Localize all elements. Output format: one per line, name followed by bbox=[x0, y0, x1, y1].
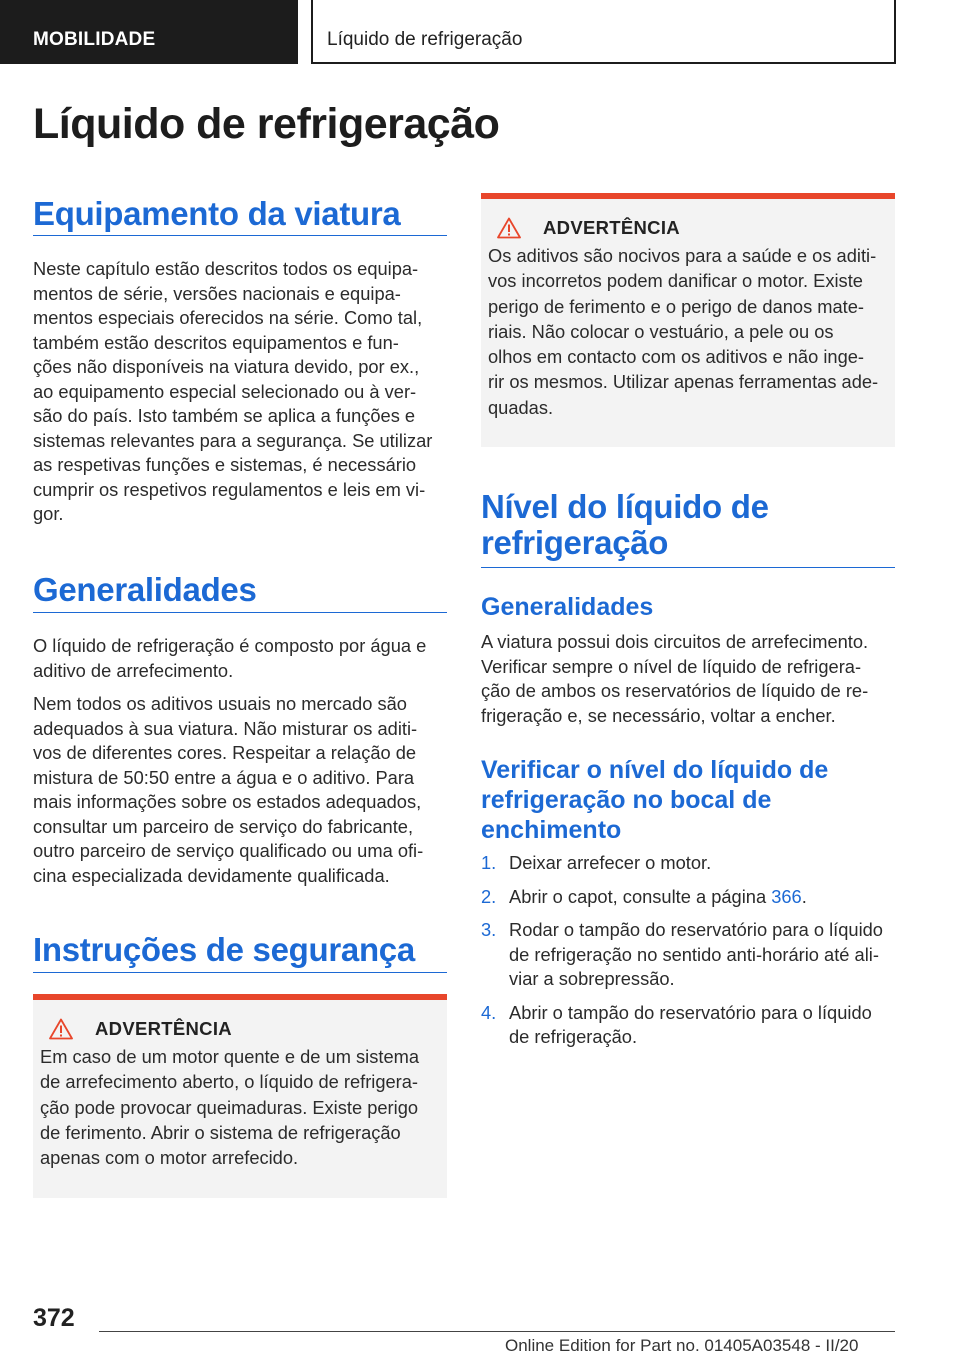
text-line: apenas com o motor arrefecido. bbox=[40, 1147, 299, 1169]
text-line: também estão descritos equipamentos e fun- bbox=[33, 331, 399, 353]
step-text: Deixar arrefecer o motor. bbox=[509, 852, 712, 873]
text-line: ção de ambos os reservatórios de líquido de re- bbox=[481, 680, 869, 701]
text-line: outro parceiro de serviço qualificado ou uma ofi- bbox=[33, 840, 424, 861]
step-text-part: Abrir o capot, consulte a página bbox=[509, 885, 772, 907]
text-line: O líquido de refrigeração é composto por água e bbox=[33, 635, 427, 656]
text-line: mais informações sobre os estados adequados, bbox=[33, 791, 422, 812]
text-line: ao equipamento especial selecionado ou à ver- bbox=[33, 380, 417, 402]
text-line: mentos de série, versões nacionais e equipa- bbox=[33, 282, 401, 304]
text-line: A viatura possui dois circuitos de arrefecimento. bbox=[481, 631, 869, 652]
header-chapter-tab bbox=[311, 0, 896, 64]
step-text bbox=[509, 885, 895, 910]
paragraph-generalidades-2 bbox=[33, 692, 447, 888]
text-line: quadas. bbox=[488, 396, 554, 418]
text-line: Verificar sempre o nível de líquido de refrigera- bbox=[481, 655, 862, 677]
page-link[interactable]: 366 bbox=[771, 885, 802, 907]
footer-edition: Online Edition for Part no. 01405A03548 - II/20 bbox=[505, 1336, 859, 1355]
step-text-part: . bbox=[801, 885, 807, 907]
warning-text bbox=[488, 243, 887, 420]
text-line: as respetivas funções e sistemas, é necessário bbox=[33, 454, 417, 475]
footer-divider bbox=[99, 1331, 895, 1332]
text-line: Nem todos os aditivos usuais no mercado são bbox=[33, 693, 407, 714]
heading-line: Verificar o nível do líquido de bbox=[481, 756, 829, 784]
text-line: adequados à sua viatura. Não misturar os aditi- bbox=[33, 717, 418, 739]
text-line: rir os mesmos. Utilizar apenas ferramentas ade- bbox=[488, 371, 879, 393]
heading-line: refrigeração bbox=[481, 524, 669, 561]
text-line: riais. Não colocar o vestuário, a pele ou os bbox=[488, 320, 834, 342]
step-text: Abrir o tampão do reservatório para o líquido bbox=[509, 1001, 872, 1023]
subheading-verificar-nivel bbox=[481, 755, 828, 845]
text-line: frigeração e, se necessário, voltar a encher. bbox=[481, 704, 836, 726]
text-line: consultar um parceiro de serviço do fabricante, bbox=[33, 815, 414, 837]
step-number: 1. bbox=[481, 852, 497, 873]
step-number: 2. bbox=[481, 885, 497, 907]
heading-generalidades: Generalidades bbox=[33, 572, 447, 613]
header-chapter-label: Líquido de refrigeração bbox=[327, 29, 523, 50]
step-item bbox=[481, 851, 895, 876]
step-number: 3. bbox=[481, 919, 497, 940]
text-line: cina especializada devidamente qualificada. bbox=[33, 864, 390, 886]
step-item bbox=[481, 918, 895, 992]
step-item bbox=[481, 1001, 895, 1050]
text-line: Em caso de um motor quente e de um sistema bbox=[40, 1046, 420, 1067]
text-line: mentos especiais oferecidos na série. Como tal, bbox=[33, 307, 423, 328]
text-line: vos incorretos podem danificar o motor. Existe bbox=[488, 270, 863, 292]
text-line: mistura de 50:50 entre a água e o aditivo. Para bbox=[33, 766, 415, 788]
warning-title: ADVERTÊNCIA bbox=[95, 1018, 232, 1039]
warning-header bbox=[40, 1018, 439, 1040]
text-line: vos de diferentes cores. Respeitar a relação de bbox=[33, 742, 417, 763]
text-line: ção pode provocar queimaduras. Existe perigo bbox=[40, 1096, 419, 1118]
warning-title: ADVERTÊNCIA bbox=[543, 217, 680, 238]
heading-instrucoes-seguranca: Instruções de segurança bbox=[33, 932, 447, 973]
steps-list bbox=[481, 851, 895, 1059]
paragraph-equipamento bbox=[33, 257, 447, 527]
text-line: Os aditivos são nocivos para a saúde e os aditi- bbox=[488, 245, 877, 266]
text-line: aditivo de arrefecimento. bbox=[33, 659, 234, 681]
paragraph-generalidades-1 bbox=[33, 634, 447, 683]
warning-triangle-icon bbox=[497, 217, 521, 239]
heading-equipamento: Equipamento da viatura bbox=[33, 196, 447, 236]
page-title: Líquido de refrigeração bbox=[33, 100, 500, 148]
text-line: ções não disponíveis na viatura devido, por ex., bbox=[33, 356, 420, 377]
text-line: sistemas relevantes para a segurança. Se utilizar bbox=[33, 429, 433, 451]
text-line: perigo de ferimento e o perigo de danos mate- bbox=[488, 295, 865, 317]
warning-header bbox=[488, 217, 887, 239]
heading-line: Nível do líquido de bbox=[481, 488, 769, 525]
header-section-tab bbox=[0, 0, 298, 64]
warning-text bbox=[40, 1044, 439, 1170]
text-line: cumprir os respetivos regulamentos e leis em vi- bbox=[33, 478, 426, 500]
step-text: de refrigeração no sentido anti-horário até ali- bbox=[509, 943, 879, 965]
text-line: são do país. Isto também se aplica a funções e bbox=[33, 405, 416, 426]
step-text: viar a sobrepressão. bbox=[509, 968, 675, 989]
heading-line: enchimento bbox=[481, 816, 622, 844]
text-line: de arrefecimento aberto, o líquido de refrigera- bbox=[40, 1071, 419, 1093]
warning-box-right bbox=[481, 193, 895, 447]
heading-nivel-liquido bbox=[481, 489, 895, 568]
text-line: gor. bbox=[33, 503, 64, 524]
step-number: 4. bbox=[481, 1001, 497, 1023]
page-number: 372 bbox=[33, 1304, 75, 1332]
text-line: olhos em contacto com os aditivos e não inge- bbox=[488, 346, 864, 368]
heading-line: refrigeração no bocal de bbox=[481, 786, 772, 814]
step-item bbox=[481, 885, 895, 910]
text-line: de ferimento. Abrir o sistema de refrigeração bbox=[40, 1121, 401, 1143]
warning-box-left bbox=[33, 994, 447, 1198]
text-line: Neste capítulo estão descritos todos os equipa- bbox=[33, 258, 419, 279]
subheading-generalidades: Generalidades bbox=[481, 593, 654, 621]
step-text: de refrigeração. bbox=[509, 1026, 638, 1047]
header-section-label: MOBILIDADE bbox=[33, 29, 156, 50]
warning-triangle-icon bbox=[49, 1018, 73, 1040]
paragraph-nivel-generalidades bbox=[481, 630, 895, 728]
step-text: Rodar o tampão do reservatório para o líquido bbox=[509, 919, 883, 940]
